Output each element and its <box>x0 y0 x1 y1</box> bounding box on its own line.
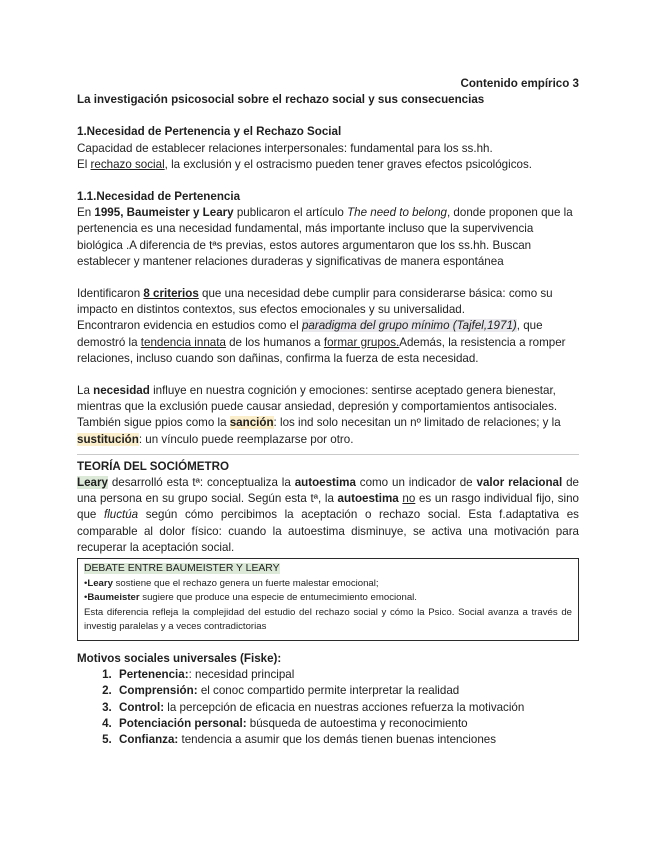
criterios-term: 8 criterios <box>143 287 199 301</box>
text-run: desarrolló esta tª: conceptualiza la <box>107 476 295 490</box>
section-1-1-paragraph-2 <box>77 286 579 367</box>
paradigm-citation: paradigma del grupo mínimo (Tajfel,1971) <box>301 319 517 333</box>
motivo-text: el conoc compartido permite interpretar la realidad <box>197 684 460 698</box>
text-run: : los ind solo necesitan un nº limitado de relaciones; y la <box>273 416 561 430</box>
sociometro-heading: TEORÍA DEL SOCIÓMETRO <box>77 459 230 473</box>
motivo-text: la percepción de eficacia en nuestras acciones refuerza la motivación <box>164 700 525 714</box>
text-run: Identificaron <box>77 287 144 301</box>
text-run: de los humanos a <box>225 335 324 349</box>
list-item <box>115 700 579 716</box>
section-1-line-2 <box>77 157 579 173</box>
tendencia-innata-term: tendencia innata <box>140 335 226 349</box>
list-item <box>115 683 579 699</box>
autoestima-term: autoestima <box>294 476 356 490</box>
debate-box <box>77 558 579 641</box>
motivo-text: tendencia a asumir que los demás tienen buenas intenciones <box>178 733 497 747</box>
text-run: , la exclusión y el ostracismo pueden tener graves efectos psicológicos. <box>164 157 532 171</box>
document-page <box>77 76 579 748</box>
list-item <box>115 667 579 683</box>
list-item <box>115 732 579 748</box>
text-run: , que demostró la <box>77 319 543 349</box>
text-run: como un indicador de <box>355 476 477 490</box>
motivo-text: : necesidad principal <box>188 668 295 682</box>
document-title: La investigación psicosocial sobre el rechazo social y sus consecuencias <box>77 93 485 107</box>
necesidad-term: necesidad <box>93 384 150 398</box>
debate-title: DEBATE ENTRE BAUMEISTER Y LEARY <box>84 563 280 575</box>
text-run: , donde proponen que la pertenencia es una necesidad fundamental, más importante incluso que la supervivencia biológica .A diferencia de tªs previas, estos autores argumentaron que los ss.hh. Buscan establecer y mantener relaciones duraderas y significativas de manera espontánea <box>77 206 573 268</box>
motivos-heading: Motivos sociales universales (Fiske): <box>77 652 282 666</box>
sustitucion-term: sustitución <box>77 432 139 446</box>
motivo-text: búsqueda de autoestima y reconocimiento <box>246 716 468 730</box>
section-1-1-paragraph-3 <box>77 383 579 448</box>
motivo-term: Comprensión: <box>119 684 198 698</box>
motivo-term: Control: <box>119 700 165 714</box>
bullet-icon: • <box>84 592 88 604</box>
sancion-term: sanción <box>229 416 274 430</box>
debate-leary-name: Leary <box>87 577 113 589</box>
motivo-term: Pertenencia: <box>119 668 189 682</box>
motivo-term: Confianza: <box>119 733 179 747</box>
content-label: Contenido empírico 3 <box>460 77 579 90</box>
section-1-line-1: Capacidad de establecer relaciones interpersonales: fundamental para los ss.hh. <box>77 141 493 155</box>
debate-conclusion: Esta diferencia refleja la complejidad del estudio del rechazo social y cómo la Psico. Social avanza a través de investig paralelas y a veces contradictorias <box>84 606 572 633</box>
text-run: influye en nuestra cognición y emociones: sentirse aceptado genera bienestar, mientras que la exclusión puede causar ansiedad, depresión y comportamientos antisociales. También sigue ppios como la <box>77 384 558 430</box>
authors-year: 1995, Baumeister y Leary <box>94 206 234 220</box>
debate-baumeister-name: Baumeister <box>87 592 140 604</box>
autoestima-term: autoestima <box>337 492 399 506</box>
section-1-1-paragraph-1 <box>77 205 579 270</box>
fluctua-term: fluctúa <box>103 508 139 522</box>
rechazo-social-term: rechazo social <box>90 157 165 171</box>
valor-relacional-term: valor relacional <box>476 476 563 490</box>
section-divider <box>77 454 579 455</box>
text-run: publicaron el artículo <box>233 206 348 220</box>
debate-title-line <box>84 562 572 577</box>
text-run: En <box>77 206 95 220</box>
section-1-1-heading: 1.1.Necesidad de Pertenencia <box>77 190 241 204</box>
section-1-heading: 1.Necesidad de Pertenencia y el Rechazo Social <box>77 125 342 139</box>
leary-term: Leary <box>77 476 108 490</box>
bullet-icon: • <box>84 577 88 589</box>
motivos-section <box>77 651 579 748</box>
text-run: El <box>77 157 91 171</box>
text-run: : un vínculo puede reemplazarse por otro. <box>138 432 354 446</box>
motivos-list <box>77 667 579 748</box>
debate-baumeister-line <box>84 591 572 606</box>
text-run: que una necesidad debe cumplir para considerarse básica: como su impacto en distintos contextos, sus efectos emocionales y su universalidad. <box>77 287 553 317</box>
text-run: sostiene que el rechazo genera un fuerte malestar emocional; <box>112 577 379 589</box>
article-title: The need to belong <box>347 206 447 220</box>
text-run: La <box>77 384 94 398</box>
formar-grupos-term: formar grupos. <box>323 335 400 349</box>
motivo-term: Potenciación personal: <box>119 716 247 730</box>
sociometro-paragraph <box>77 475 579 556</box>
list-item <box>115 716 579 732</box>
debate-leary-line <box>84 577 572 592</box>
text-run: sugiere que produce una especie de entumecimiento emocional. <box>139 592 417 604</box>
no-term: no <box>402 492 416 506</box>
text-run: de una persona en su grupo social. Según esta tª, la <box>77 476 580 506</box>
text-run: Encontraron evidencia en estudios como el <box>77 319 302 333</box>
text-run: según cómo percibimos la aceptación o rechazo social. Esta f.adaptativa es comparable al dolor físico: cuando la autoestima disminuye, se activa una motivación para recuperar la aceptación social. <box>77 508 579 554</box>
text-run: es un rasgo individual fijo, sino que <box>77 492 579 522</box>
text-run: Además, la resistencia a romper relaciones, incluso cuando son dañinas, confirma la fuerza de esta necesidad. <box>77 335 566 365</box>
